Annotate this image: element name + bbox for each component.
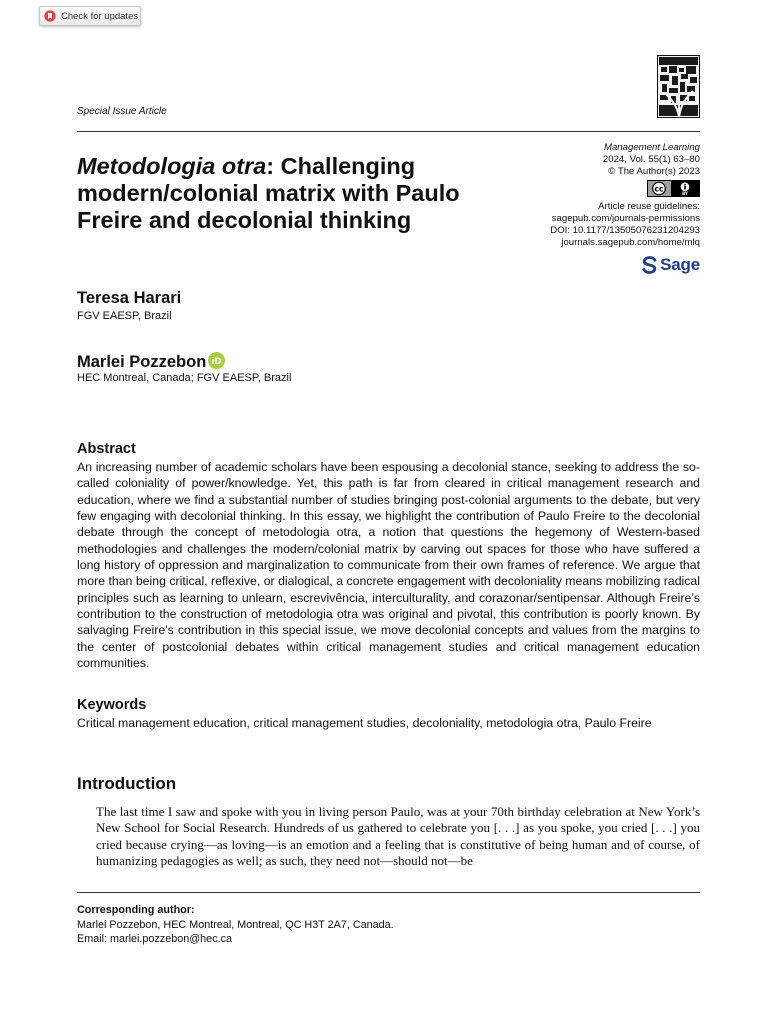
abstract-text: An increasing number of academic scholars have been espousing a decolonial stance, seeking to address the so-called coloniality of power/knowledge. Yet, this path is far from cleared in critical management research and education, where we find a substantial number of studies bringing post-colonial arguments to the debate, but very few engaging with decolonial thinking. In this essay, we highlight the contribution of Paulo Freire to the decolonial debate through the concept of metodologia otra, a notion that questions the hegemony of Western-based methodologies and challenges the modern/colonial matrix by carving out spaces for those who have suffered a long history of oppression and marginalization to communicate from their own frames of reference. We argue that more than being critical, reflexive, or dialogical, a concrete engagement with decoloniality means mobilizing radical principles such as learning to unlearn, escrevivência, interculturality, and corazonar/sentipensar. Although Freire’s contribution to the construction of metodologia otra was original and pivotal, this contribution is poorly known. By salvaging Freire’s contribution in this special issue, we move decolonial concepts and values from the margins to the center of postcolonial debates within critical management studies and critical management education communities. — [77, 460, 700, 671]
corresponding-label: Corresponding author: — [77, 904, 195, 916]
title-main-part: : Challenging modern/colonial matrix with Paulo Freire and decolonial thinking — [77, 153, 460, 233]
author-name-text: Marlei Pozzebon — [77, 353, 207, 371]
cc-by-icon — [647, 180, 700, 197]
abstract-heading: Abstract — [77, 441, 136, 457]
footnote-divider — [77, 892, 700, 893]
publisher-name: Sage — [660, 255, 700, 274]
corresponding-author — [77, 903, 394, 947]
journal-name: Management Learning — [603, 142, 700, 153]
reuse-link[interactable]: sagepub.com/journals-permissions — [551, 213, 700, 224]
author-name: Teresa Harari — [77, 289, 182, 307]
corresponding-address: Marlei Pozzebon, HEC Montreal, Montreal, QC H3T 2A7, Canada. — [77, 918, 394, 931]
check-for-updates-label: Check for updates — [61, 10, 139, 22]
journal-volume: 2024, Vol. 55(1) 63–80 — [602, 154, 700, 165]
corresponding-email[interactable]: Email: marlei.pozzebon@hec.ca — [77, 933, 232, 946]
journal-home-link[interactable]: journals.sagepub.com/home/mlq — [561, 237, 700, 248]
publisher-logo — [642, 255, 700, 275]
orcid-icon[interactable] — [208, 352, 225, 374]
author-name — [77, 352, 225, 374]
introduction-quote: The last time I saw and spoke with you in living person Paulo, was at your 70th birthday celebration at New York’s New School for Social Research. Hundreds of us gathered to celebrate you [. . .] as you spoke, you cried [. . .] you cried because crying—as loving—is an emotion and a feeling that is constitutive of being human and of course, of humanizing pedagogies as well; as such, they need not—should not—be — [96, 804, 700, 869]
sage-s-icon — [642, 256, 657, 274]
article-title — [77, 153, 522, 234]
keywords-text: Critical management education, critical management studies, decoloniality, metodologia otra, Paulo Freire — [77, 716, 652, 730]
article-type-label: Special Issue Article — [77, 106, 167, 117]
introduction-heading: Introduction — [77, 774, 177, 793]
header-divider — [77, 131, 700, 132]
journal-cover-image — [657, 55, 700, 118]
bookmark-icon — [44, 10, 56, 22]
svg-text:BY: BY — [682, 191, 688, 196]
author-affiliation: HEC Montreal, Canada; FGV EAESP, Brazil — [77, 372, 292, 384]
keywords-heading: Keywords — [77, 697, 147, 713]
doi-link[interactable]: DOI: 10.1177/13505076231204293 — [550, 225, 700, 236]
title-italic-part: Metodologia otra — [77, 153, 267, 179]
svg-text:iD: iD — [211, 357, 223, 367]
author-affiliation: FGV EAESP, Brazil — [77, 310, 172, 322]
reuse-label: Article reuse guidelines: — [598, 201, 700, 212]
copyright-line: © The Author(s) 2023 — [608, 166, 700, 177]
svg-text:cc: cc — [654, 184, 664, 194]
check-for-updates-button[interactable] — [39, 6, 141, 26]
journal-metadata — [500, 142, 700, 249]
